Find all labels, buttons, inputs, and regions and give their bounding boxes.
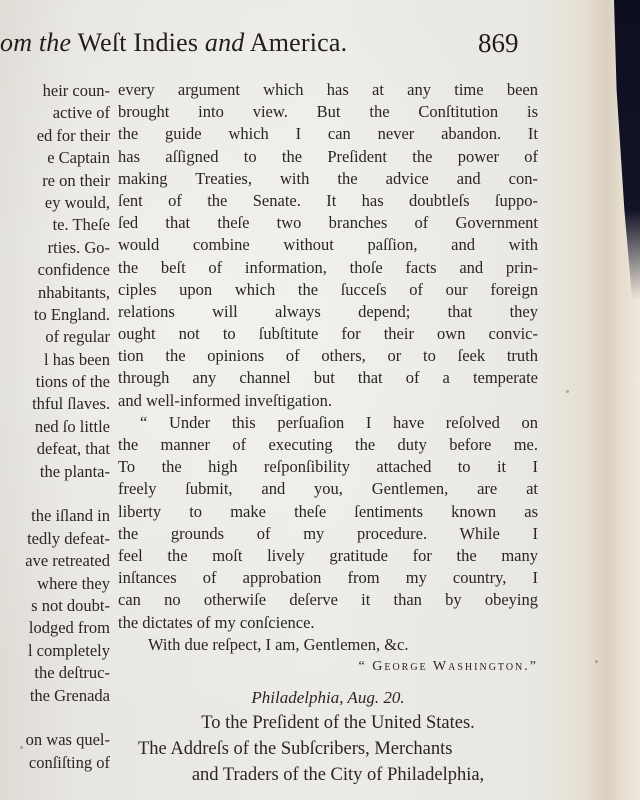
text-line: rties. Go- xyxy=(47,237,110,257)
text-line: and well-informed inveſtigation. xyxy=(118,390,332,410)
text-line: thful ſlaves. xyxy=(32,394,110,414)
text-line: inſtances of approbation from my country, I xyxy=(118,568,538,588)
signature: “ George Washington.” xyxy=(358,658,538,674)
text-line xyxy=(0,707,112,729)
text-line: the deſtruc- xyxy=(34,663,110,683)
text-line: the iſland in xyxy=(31,506,110,526)
text-line: the planta- xyxy=(39,461,110,481)
page-header xyxy=(0,28,560,68)
text-line: tion the opinions of others, or to ſeek truth xyxy=(118,346,538,366)
text-line: the dictates of my conſcience. xyxy=(118,612,315,632)
paper-speck xyxy=(566,390,569,393)
address-title: To the Preſident of the United States. xyxy=(201,713,475,734)
text-line: ſed that theſe two branches of Government xyxy=(118,213,538,233)
text-line: has aſſigned to the Preſident the power of xyxy=(118,146,538,166)
text-line: heir coun- xyxy=(42,81,110,100)
text-line: making Treaties, with the advice and con- xyxy=(118,168,538,188)
paragraph-constitution xyxy=(118,79,558,412)
text-line: the beſt of information, thoſe facts and prin- xyxy=(118,257,538,277)
text-line: the grounds of my procedure. While I xyxy=(118,523,538,543)
text-line: confidence xyxy=(37,260,110,280)
text-line: where they xyxy=(37,573,110,593)
text-line: to England. xyxy=(33,304,110,324)
text-line: ave retreated xyxy=(25,551,110,571)
text-line: the Grenada xyxy=(29,685,110,705)
dateline: Philadelphia, Aug. 20. xyxy=(251,688,405,708)
address-line: and Traders of the City of Philadelphia, xyxy=(191,765,485,786)
text-line: nhabitants, xyxy=(38,282,110,302)
text-line: the manner of executing the duty before me. xyxy=(118,435,538,454)
text-line: “ Under this perſuaſion I have reſolved on xyxy=(140,412,538,432)
text-line: lodged from xyxy=(28,618,110,638)
text-line: l has been xyxy=(44,349,110,369)
text-line: ſent of the Senate. It has doubtleſs ſuppo- xyxy=(118,190,538,210)
running-head: om the Weſt Indies and America. xyxy=(0,28,348,57)
address-line: The Addreſs of the Subſcribers, Merchants xyxy=(138,739,453,760)
text-line: e Captain xyxy=(47,148,110,168)
left-column xyxy=(0,80,112,800)
text-line: s not doubt- xyxy=(31,595,110,615)
paper-speck xyxy=(20,746,23,749)
text-line: ey would, xyxy=(44,192,110,212)
text-line: brought into view. But the Conſtitution is xyxy=(118,102,538,122)
text-line: relations will always depend; that they xyxy=(118,301,538,321)
page-number: 869 xyxy=(478,28,519,58)
text-line: ciples upon which the ſucceſs of our foreign xyxy=(118,279,538,299)
text-line: active of xyxy=(52,103,110,123)
text-line: would combine without paſſion, and with xyxy=(118,235,538,255)
text-line: tedly defeat- xyxy=(27,528,110,548)
text-line: ought not to ſubſtitute for their own convic- xyxy=(118,324,538,344)
right-column xyxy=(118,79,558,788)
text-line: on was quel- xyxy=(25,730,110,750)
letter-closing: With due reſpect, I am, Gentlemen, &c. xyxy=(148,634,409,654)
text-line: defeat, that xyxy=(36,439,110,459)
text-line: can no otherwiſe deſerve it than by obeying xyxy=(118,590,538,610)
paper-speck xyxy=(595,660,598,663)
text-line: through any channel but that of a temperate xyxy=(118,368,538,388)
text-line: freely ſubmit, and you, Gentlemen, are at xyxy=(118,479,538,499)
text-line: the guide which I can never abandon. It xyxy=(118,124,538,144)
text-line: liberty to make theſe ſentiments known as xyxy=(118,501,538,521)
text-line xyxy=(0,483,112,505)
text-line: l completely xyxy=(27,640,110,660)
text-line: conſiſting of xyxy=(28,752,110,772)
text-line: To the high reſponſibility attached to it I xyxy=(118,457,538,477)
text-line: ned ſo little xyxy=(34,416,110,436)
text-line: re on their xyxy=(42,170,110,190)
text-line: ed for their xyxy=(36,125,110,145)
text-line: every argument which has at any time been xyxy=(118,80,538,99)
text-line: feel the moſt lively gratitude for the many xyxy=(118,545,538,565)
paragraph-persuasion xyxy=(118,412,558,634)
text-line: of regular xyxy=(45,327,110,347)
text-line: te. Theſe xyxy=(52,215,110,235)
text-line: tions of the xyxy=(35,372,110,392)
